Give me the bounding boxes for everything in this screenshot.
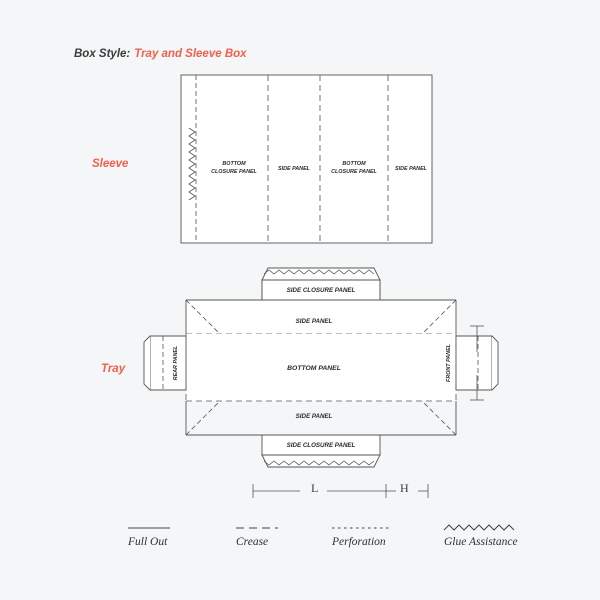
tray-side-panel-top-fill [186, 300, 456, 334]
tray-label-side-panel-bottom: SIDE PANEL [295, 413, 333, 420]
sleeve-panel-3-line2: CLOSURE PANEL [331, 169, 377, 175]
tray-diagonal-br [422, 401, 456, 435]
tray-label-bottom-panel: BOTTOM PANEL [287, 365, 341, 372]
box-style-label: Box Style: [74, 48, 131, 60]
tray-label-rear-panel: REAR PANEL [173, 345, 179, 381]
tray-dieline [144, 268, 498, 467]
legend-label-full-out: Full Out [128, 536, 168, 548]
legend-label-glue: Glue Assistance [444, 536, 518, 548]
dimension-h-label: H [400, 481, 409, 495]
tray-front-panel [456, 336, 492, 390]
sleeve-panel-4-line1: SIDE PANEL [395, 166, 427, 172]
sleeve-outline [181, 75, 432, 243]
legend-swatches [128, 525, 514, 530]
tray-side-closure-bottom [262, 455, 380, 467]
sleeve-panel-1-line2: CLOSURE PANEL [211, 169, 257, 175]
legend-swatch-glue [444, 525, 514, 530]
legend-label-crease: Crease [236, 536, 269, 548]
sleeve-dieline [181, 75, 432, 243]
sleeve-panel-3-line1: BOTTOM [342, 161, 366, 167]
sleeve-section-label: Sleeve [92, 158, 129, 170]
tray-label-side-closure-bottom: SIDE CLOSURE PANEL [286, 442, 356, 449]
sleeve-panel-1-line1: BOTTOM [222, 161, 246, 167]
tray-diagonal-bl [186, 401, 220, 435]
tray-rear-panel [150, 336, 186, 390]
sleeve-panel-2-line1: SIDE PANEL [278, 166, 310, 172]
tray-label-side-closure-top: SIDE CLOSURE PANEL [286, 287, 356, 294]
tray-label-side-panel-top: SIDE PANEL [295, 318, 333, 325]
box-style-value: Tray and Sleeve Box [134, 48, 247, 60]
legend-label-perforation: Perforation [332, 536, 386, 548]
tray-side-closure-top [262, 268, 380, 280]
tray-section-label: Tray [101, 363, 126, 375]
tray-label-front-panel: FRONT PANEL [446, 344, 452, 382]
dimension-l-label: L [311, 481, 319, 495]
tray-front-panel-tab [492, 336, 498, 390]
tray-rear-panel-tab [144, 336, 150, 390]
